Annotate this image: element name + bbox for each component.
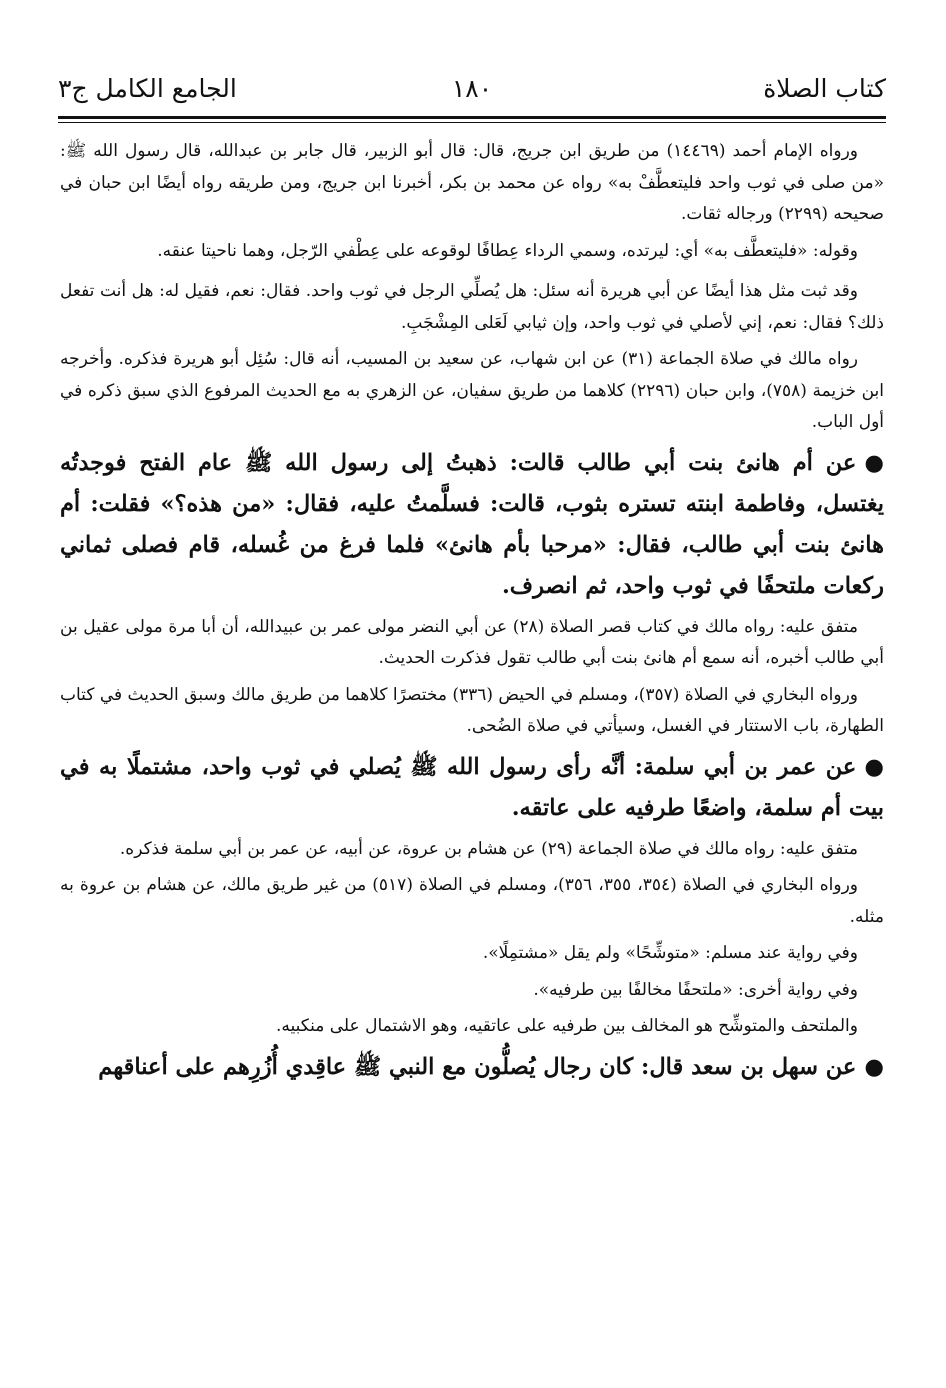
header-rule-thick: [58, 116, 886, 119]
paragraph: وقد ثبت مثل هذا أيضًا عن أبي هريرة أنه سئل: هل يُصلِّي الرجل في ثوب واحد. فقال: نعم، فقيل له: هل أنت تفعل ذلك؟ فقال: نعم، إني لأصلي في ثوب واحد، وإن ثيابي لَعَلى المِشْجَبِ.: [60, 281, 884, 333]
header-rule-thin: [58, 122, 886, 123]
paragraph: والملتحف والمتوشِّح هو المخالف بين طرفيه على عاتقيه، وهو الاشتمال على منكبيه.: [275, 1016, 858, 1036]
paragraph: وفي رواية عند مسلم: «متوشِّحًا» ولم يقل «مشتمِلًا».: [482, 943, 858, 963]
book-section-title: كتاب الصلاة: [763, 74, 886, 103]
page-header: [58, 72, 886, 112]
paragraph: وقوله: «فليتعطَّف به» أي: ليرتده، وسمي الرداء عِطافًا لوقوعه على عِطْفي الرّجل، وهما ناحيتا عنقه.: [157, 240, 858, 261]
book-title: الجامع الكامل ج٣: [58, 74, 237, 103]
paragraph: ورواه البخاري في الصلاة (٣٥٧)، ومسلم في الحيض (٣٣٦) مختصرًا كلاهما من طريق مالك وسبق الحديث في كتاب الطهارة، باب الاستتار في الغسل، وسيأتي في صلاة الضُحى.: [60, 684, 884, 736]
paragraph: ورواه الإمام أحمد (١٤٤٦٩) من طريق ابن جريج، قال: قال أبو الزبير، قال جابر بن عبدالله، قال رسول الله ﷺ: «من صلى في ثوب واحد فليتعطَّفْ به» رواه عن محمد بن بكر، أخبرنا ابن جريج، ومن طريقه رواه أيضًا ابن حبان في صحيحه (٢٢٩٩) ورجاله ثقات.: [60, 141, 884, 224]
hadith-paragraph: ●عن عمر بن أبي سلمة: أنَّه رأى رسول الله ﷺ يُصلي في ثوب واحد، مشتملًا به في بيت أم سلمة، واضعًا طرفيه على عاتقه.: [60, 747, 884, 829]
paragraph: متفق عليه: رواه مالك في كتاب قصر الصلاة (٢٨) عن أبي النضر مولى عمر بن عبيدالله، أن أبا مرة مولى عقيل بن أبي طالب أخبره، أنه سمع أم هانئ بنت أبي طالب تقول فذكرت الحديث.: [60, 616, 884, 668]
paragraph: وفي رواية أخرى: «ملتحفًا مخالفًا بين طرفيه».: [533, 979, 858, 1000]
hadith-paragraph: ●عن أم هانئ بنت أبي طالب قالت: ذهبتُ إلى رسول الله ﷺ عام الفتح فوجدتُه يغتسل، وفاطمة ابنته تستره بثوب، قالت: فسلَّمتُ عليه، فقال: «من هذه؟» فقلت: أم هانئ بنت أبي طالب، فقال: «مرحبا بأم هانئ» فلما فرغ من غُسله، قام فصلى ثماني ركعات ملتحفًا في ثوب واحد، ثم انصرف.: [60, 443, 884, 607]
paragraph: متفق عليه: رواه مالك في صلاة الجماعة (٢٩) عن هشام بن عروة، عن أبيه، عن عمر بن أبي سلمة فذكره.: [119, 838, 858, 859]
page-number: ١٨٠: [451, 74, 493, 103]
paragraph: ورواه البخاري في الصلاة (٣٥٤، ٣٥٥، ٣٥٦)، ومسلم في الصلاة (٥١٧) من غير طريق مالك، عن هشام بن عروة به مثله.: [60, 875, 884, 927]
bullet-icon: ●: [864, 449, 884, 476]
bullet-icon: ●: [864, 753, 884, 780]
bullet-icon: ●: [864, 1053, 884, 1080]
paragraph: رواه مالك في صلاة الجماعة (٣١) عن ابن شهاب، عن سعيد بن المسيب، أنه قال: سُئِل أبو هريرة فذكره. وأخرجه ابن خزيمة (٧٥٨)، وابن حبان (٢٢٩٦) كلاهما من طريق سفيان، عن الزهري به مع الحديث المرفوع الذي سبق ذكره في أول الباب.: [60, 349, 884, 432]
hadith-paragraph: ●عن سهل بن سعد قال: كان رجال يُصلُّون مع النبي ﷺ عاقِدي أُزُرِهم على أعناقهم: [60, 1047, 884, 1088]
page-body: [60, 136, 884, 1088]
